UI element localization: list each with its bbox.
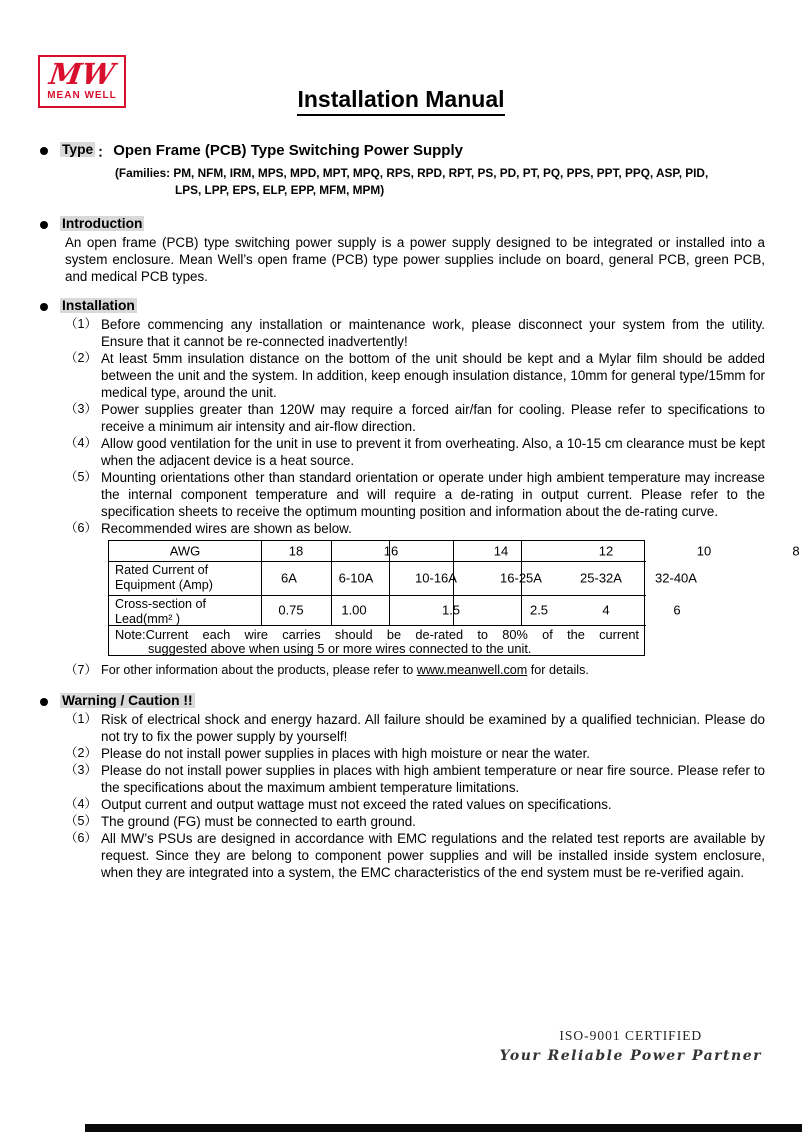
bullet-icon xyxy=(40,147,48,155)
type-value: Open Frame (PCB) Type Switching Power Supply xyxy=(113,142,463,159)
introduction-heading-row xyxy=(40,216,802,231)
installation-item-7 xyxy=(65,662,802,679)
table-cell-lead: 1.00 xyxy=(341,602,367,618)
page-title: Installation Manual xyxy=(297,86,504,116)
item-number: （3） xyxy=(65,402,97,416)
warning-item-1 xyxy=(65,711,802,745)
table-row-label-lead: Cross-section of Lead(mm² ) xyxy=(115,597,206,626)
item-text: Please do not install power supplies in places with high moisture or near the water. xyxy=(101,746,591,761)
logo-brand-text: MEAN WELL xyxy=(47,90,117,101)
type-label: Type xyxy=(62,142,94,157)
warning-item-4 xyxy=(65,796,802,813)
item-text: Mounting orientations other than standard orientation or operate under high ambient temperature may increase the internal component temperature and will require a de-rating in output current. Please refer to the specification sheets to receive the optimum mounting position and information about the de-rating curve. xyxy=(101,470,765,519)
item-number: （5） xyxy=(65,814,97,828)
installation-item-1 xyxy=(65,316,802,350)
item-text: Risk of electrical shock and energy hazard. All failure should be examined by a qualified technician. Please do not try to fix the power supply by yourself! xyxy=(101,712,765,744)
table-cell-current: 6A xyxy=(281,570,297,586)
item-number: （7） xyxy=(65,663,97,677)
table-cell-awg: 16 xyxy=(383,543,399,559)
table-cell-awg: 18 xyxy=(288,543,304,559)
item-text-before: For other information about the products, please refer to xyxy=(101,663,417,677)
warning-item-5 xyxy=(65,813,802,830)
table-cell-current: 6-10A xyxy=(338,570,374,586)
type-colon: ： xyxy=(97,144,112,160)
table-cell-awg: 10 xyxy=(696,543,712,559)
table-gridline xyxy=(109,561,646,562)
table-cell-current: 25-32A xyxy=(580,570,622,586)
item-number: （2） xyxy=(65,746,97,760)
table-cell-lead: 4 xyxy=(602,602,610,618)
installation-item-5 xyxy=(65,469,802,520)
table-header-awg: AWG xyxy=(169,543,201,559)
warning-items xyxy=(65,711,802,881)
meanwell-logo xyxy=(38,55,126,108)
installation-items xyxy=(65,316,802,679)
item-number: （1） xyxy=(65,317,97,331)
installation-item-6 xyxy=(65,520,802,537)
installation-heading-row xyxy=(40,298,802,313)
table-row-label-current: Rated Current of Equipment (Amp) xyxy=(115,563,213,592)
type-section xyxy=(40,142,802,162)
table-cell-current: 32-40A xyxy=(655,570,697,586)
item-number: （3） xyxy=(65,763,97,777)
table-cell-current: 10-16A xyxy=(415,570,457,586)
item-text: Output current and output wattage must not exceed the rated values on specifications. xyxy=(101,797,612,812)
meanwell-link[interactable]: www.meanwell.com xyxy=(416,663,528,677)
item-text xyxy=(101,662,765,679)
introduction-heading: Introduction xyxy=(62,216,143,231)
warning-item-2 xyxy=(65,745,802,762)
item-number: （2） xyxy=(65,351,97,365)
item-number: （4） xyxy=(65,436,97,450)
table-cell-lead: 1.5 xyxy=(441,602,461,618)
warning-item-3 xyxy=(65,762,802,796)
table-note-line-2: suggested above when using 5 or more wires connected to the unit. xyxy=(148,641,532,656)
table-cell-awg: 8 xyxy=(792,543,800,559)
warning-heading: Warning / Caution !! xyxy=(62,693,193,708)
item-text: Recommended wires are shown as below. xyxy=(101,521,352,536)
item-text: Allow good ventilation for the unit in use to prevent it from overheating. Also, a 10-15 cm clearance must be kept when the adjacent device is a heat source. xyxy=(101,436,765,468)
item-text: The ground (FG) must be connected to earth ground. xyxy=(101,814,416,829)
table-cell-lead: 2.5 xyxy=(529,602,549,618)
installation-item-3 xyxy=(65,401,802,435)
table-cell-current: 16-25A xyxy=(500,570,542,586)
families-line-1: (Families: PM, NFM, IRM, MPS, MPD, MPT, MPQ, RPS, RPD, RPT, PS, PD, PT, PQ, PPS, PPT, PPQ, ASP, PID, xyxy=(115,166,709,180)
families-line-2: LPS, LPP, EPS, ELP, EPP, MFM, MPM) xyxy=(175,183,385,197)
item-number: （4） xyxy=(65,797,97,811)
table-gridline xyxy=(331,541,332,625)
footer xyxy=(500,1028,762,1064)
introduction-paragraph: An open frame (PCB) type switching power supply is a power supply designed to be integrated or installed into a system enclosure. Mean Well’s open frame (PCB) type power supplies include on board, general PCB, green PCB, and medical PCB types. xyxy=(65,235,765,284)
table-cell-lead: 6 xyxy=(673,602,681,618)
item-text: Please do not install power supplies in places with high ambient temperature or near fire source. Please refer to the specifications about the maximum ambient temperature limitations. xyxy=(101,763,765,795)
page-bottom-bar xyxy=(85,1124,802,1132)
item-text: At least 5mm insulation distance on the bottom of the unit should be kept and a Mylar film should be added between the unit and the system. In addition, keep enough insulation distance, 10mm for general type/15mm for medical type, around the unit. xyxy=(101,351,765,400)
wire-gauge-table xyxy=(108,540,800,656)
bullet-icon xyxy=(40,303,48,311)
installation-heading: Installation xyxy=(62,298,135,313)
installation-item-2 xyxy=(65,350,802,401)
bullet-icon xyxy=(40,221,48,229)
item-number: （6） xyxy=(65,831,97,845)
slogan-text: Your Reliable Power Partner xyxy=(499,1048,762,1064)
item-number: （1） xyxy=(65,712,97,726)
bullet-icon xyxy=(40,698,48,706)
item-number: （5） xyxy=(65,470,97,484)
item-number: （6） xyxy=(65,521,97,535)
installation-item-4 xyxy=(65,435,802,469)
item-text-after: for details. xyxy=(527,663,589,677)
item-text: Before commencing any installation or maintenance work, please disconnect your system from the utility. Ensure that it cannot be re-connected inadvertently! xyxy=(101,317,765,349)
table-gridline xyxy=(109,595,646,596)
table-cell-awg: 14 xyxy=(493,543,509,559)
table-cell-lead: 0.75 xyxy=(278,602,304,618)
logo-mw-icon: MW xyxy=(47,57,117,91)
warning-item-6 xyxy=(65,830,802,881)
table-note-line-1: Note:Current each wire carries should be de-rated to 80% of the current xyxy=(115,627,639,642)
table-note xyxy=(115,628,639,656)
item-text: All MW’s PSUs are designed in accordance with EMC regulations and the related test reports are available by request. Since they are belong to component power supplies and will be installed inside system enclosure, when they are integrated into a system, the EMC characteristics of the end system must be re-verified again. xyxy=(101,831,765,880)
table-cell-awg: 12 xyxy=(598,543,614,559)
iso-certified-text: ISO-9001 CERTIFIED xyxy=(559,1028,703,1043)
item-text: Power supplies greater than 120W may require a forced air/fan for cooling. Please refer to specifications to receive a minimum air intensity and air-flow direction. xyxy=(101,402,765,434)
warning-heading-row xyxy=(40,693,802,708)
